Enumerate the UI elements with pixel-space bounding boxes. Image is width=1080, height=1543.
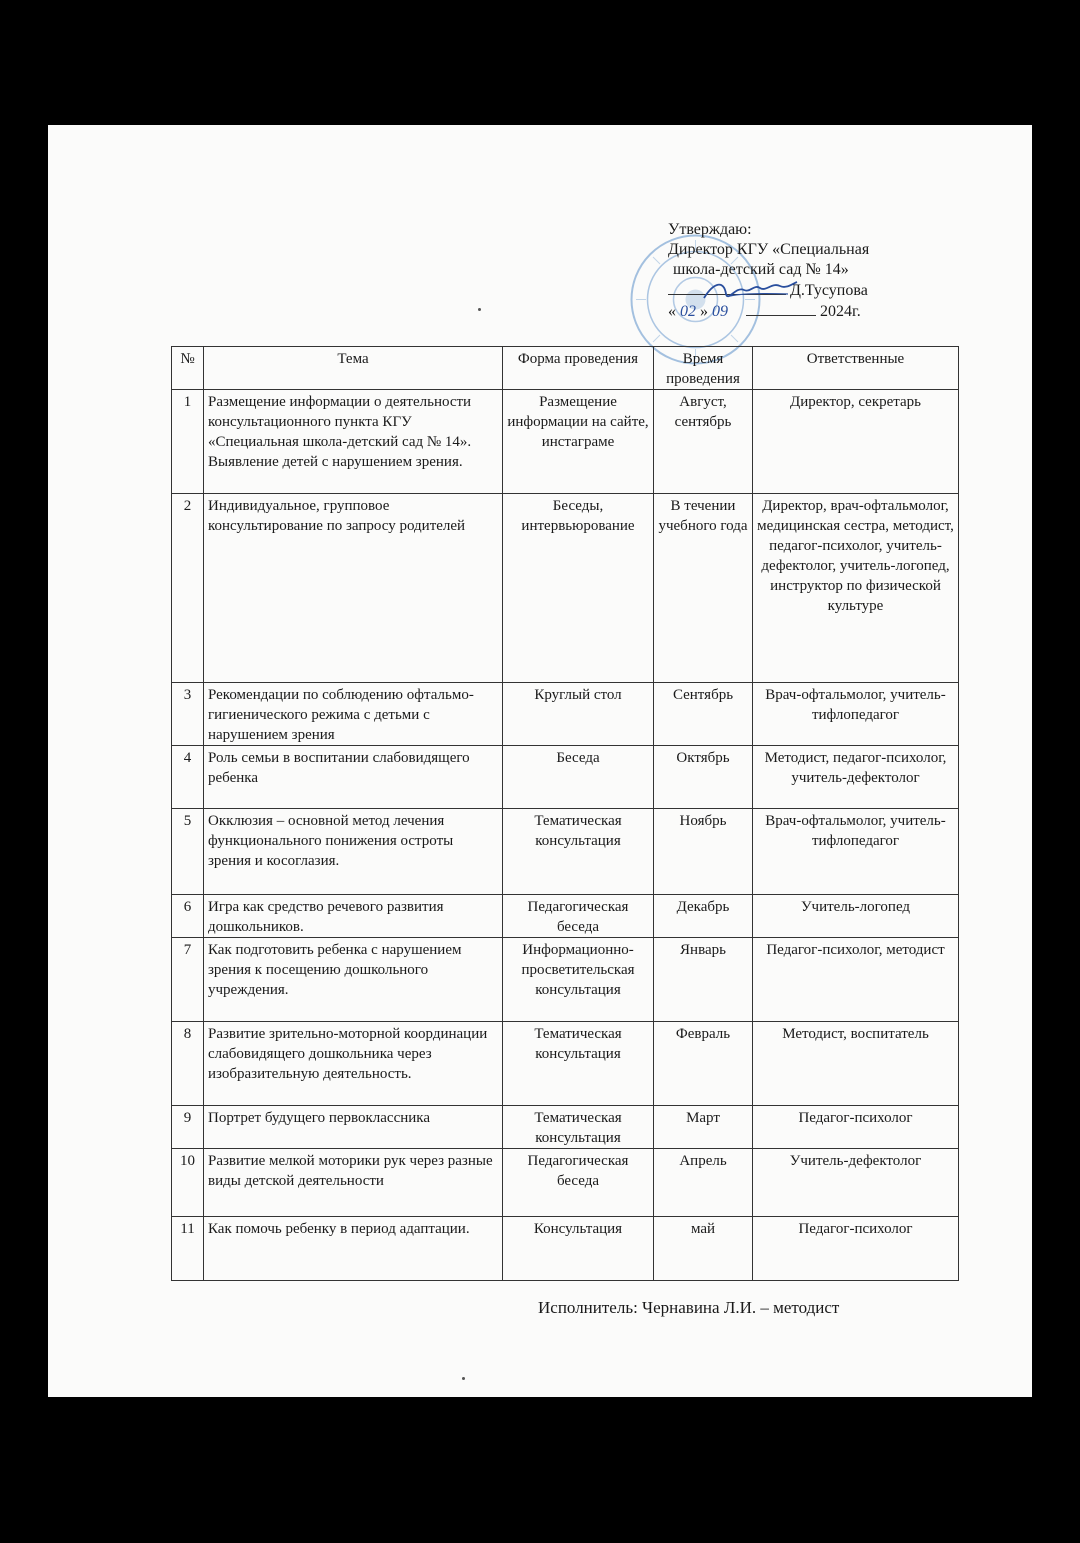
row-number: 1 (172, 390, 204, 494)
row-number: 7 (172, 938, 204, 1022)
row-form: Размещение информации на сайте, инстаграме (503, 390, 654, 494)
row-responsible: Педагог-психолог (753, 1217, 959, 1281)
executor-line: Исполнитель: Чернавина Л.И. – методист (538, 1298, 840, 1317)
consultation-plan-table (171, 346, 959, 1281)
header-responsible: Ответственные (753, 347, 959, 390)
row-form: Консультация (503, 1217, 654, 1281)
row-form: Педагогическая беседа (503, 1149, 654, 1217)
row-theme: Как помочь ребенку в период адаптации. (204, 1217, 503, 1281)
row-time: Октябрь (654, 746, 753, 809)
scan-speck (478, 308, 481, 311)
row-time: Январь (654, 938, 753, 1022)
row-number: 10 (172, 1149, 204, 1217)
row-form: Информационно-просветительская консультация (503, 938, 654, 1022)
row-number: 3 (172, 683, 204, 746)
table-row (172, 390, 959, 494)
approval-heading: Утверждаю: (668, 221, 752, 238)
approval-position: Директор КГУ «Специальная (668, 241, 870, 258)
table-row (172, 1217, 959, 1281)
row-theme: Рекомендации по соблюдению офтальмо-гигиенического режима с детьми с нарушением зрения (204, 683, 503, 746)
row-responsible: Педагог-психолог, методист (753, 938, 959, 1022)
director-signature (700, 276, 800, 306)
row-number: 6 (172, 895, 204, 938)
table-header-row (172, 347, 959, 390)
row-responsible: Методист, воспитатель (753, 1022, 959, 1106)
approval-date-year: 2024г. (820, 303, 861, 320)
approval-date-month: 09 (712, 303, 728, 320)
row-time: Сентябрь (654, 683, 753, 746)
row-time: Апрель (654, 1149, 753, 1217)
row-form: Беседа (503, 746, 654, 809)
row-responsible: Методист, педагог-психолог, учитель-дефектолог (753, 746, 959, 809)
approval-organization: школа-детский сад № 14» (673, 261, 849, 278)
approval-date-close: » (700, 303, 708, 320)
approval-date-day: 02 (680, 303, 696, 320)
table-row (172, 895, 959, 938)
row-responsible: Учитель-дефектолог (753, 1149, 959, 1217)
row-responsible: Директор, секретарь (753, 390, 959, 494)
row-theme: Как подготовить ребенка с нарушением зрения к посещению дошкольного учреждения. (204, 938, 503, 1022)
row-time: Декабрь (654, 895, 753, 938)
row-form: Тематическая консультация (503, 809, 654, 895)
header-form: Форма проведения (503, 347, 654, 390)
row-theme: Индивидуальное, групповое консультирование по запросу родителей (204, 494, 503, 683)
row-time: май (654, 1217, 753, 1281)
table-row (172, 938, 959, 1022)
table-row (172, 746, 959, 809)
row-form: Тематическая консультация (503, 1106, 654, 1149)
approval-director-name: Д.Тусупова (790, 282, 868, 299)
header-time: Время проведения (654, 347, 753, 390)
table-row (172, 494, 959, 683)
row-theme: Развитие мелкой моторики рук через разные виды детской деятельности (204, 1149, 503, 1217)
row-time: В течении учебного года (654, 494, 753, 683)
row-theme: Роль семьи в воспитании слабовидящего ребенка (204, 746, 503, 809)
row-responsible: Врач-офтальмолог, учитель-тифлопедагог (753, 683, 959, 746)
table-row (172, 1022, 959, 1106)
header-number: № (172, 347, 204, 390)
row-theme: Игра как средство речевого развития дошкольников. (204, 895, 503, 938)
row-number: 8 (172, 1022, 204, 1106)
table-row (172, 1106, 959, 1149)
row-responsible: Учитель-логопед (753, 895, 959, 938)
approval-block (668, 220, 968, 322)
row-time: Август, сентябрь (654, 390, 753, 494)
row-form: Тематическая консультация (503, 1022, 654, 1106)
row-time: Ноябрь (654, 809, 753, 895)
scan-speck (462, 1377, 465, 1380)
row-number: 2 (172, 494, 204, 683)
table-row (172, 1149, 959, 1217)
row-theme: Портрет будущего первоклассника (204, 1106, 503, 1149)
row-theme: Размещение информации о деятельности консультационного пункта КГУ «Специальная школа-детский сад № 14». Выявление детей с нарушением зрения. (204, 390, 503, 494)
row-theme: Окклюзия – основной метод лечения функционального понижения остроты зрения и косоглазия. (204, 809, 503, 895)
row-time: Март (654, 1106, 753, 1149)
row-number: 5 (172, 809, 204, 895)
row-form: Круглый стол (503, 683, 654, 746)
row-responsible: Директор, врач-офтальмолог, медицинская сестра, методист, педагог-психолог, учитель-дефектолог, учитель-логопед, инструктор по физической культуре (753, 494, 959, 683)
approval-date-open: « (668, 303, 676, 320)
row-theme: Развитие зрительно-моторной координации слабовидящего дошкольника через изобразительную деятельность. (204, 1022, 503, 1106)
row-number: 9 (172, 1106, 204, 1149)
row-number: 4 (172, 746, 204, 809)
row-form: Педагогическая беседа (503, 895, 654, 938)
row-form: Беседы, интервьюрование (503, 494, 654, 683)
row-responsible: Педагог-психолог (753, 1106, 959, 1149)
table-row (172, 683, 959, 746)
row-responsible: Врач-офтальмолог, учитель-тифлопедагог (753, 809, 959, 895)
row-time: Февраль (654, 1022, 753, 1106)
table-row (172, 809, 959, 895)
header-theme: Тема (204, 347, 503, 390)
row-number: 11 (172, 1217, 204, 1281)
